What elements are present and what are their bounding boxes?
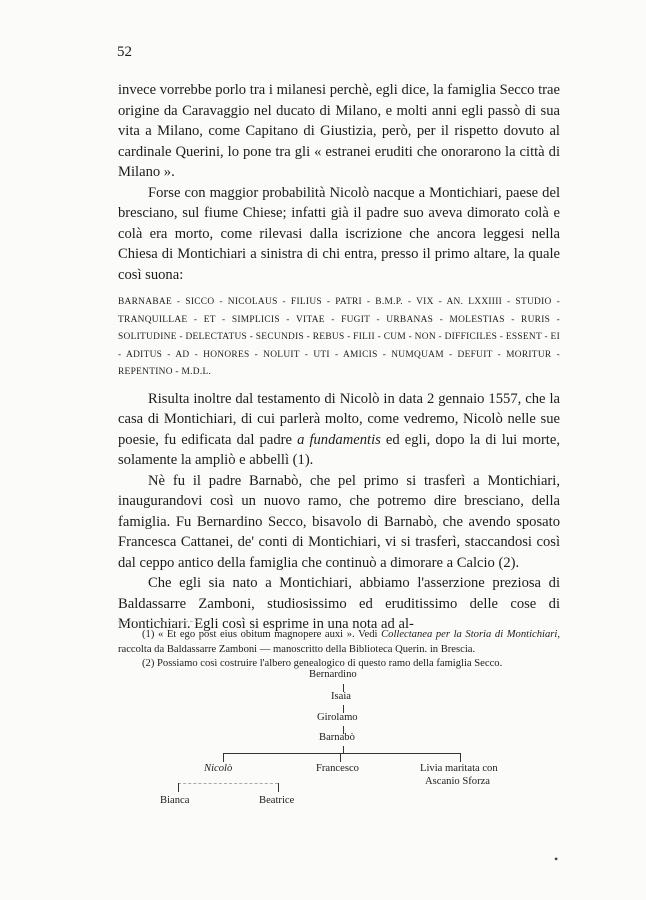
tree-connector (278, 783, 279, 792)
italic-title: Collectanea per la Storia di Montichiari (381, 629, 558, 640)
text-run: (1) « Et ego post eius obitum magnopere auxi ». Vedi (142, 629, 382, 640)
tree-node-livia: Livia maritata con (420, 763, 498, 774)
tree-node-beatrice: Beatrice (259, 795, 295, 806)
tree-node-isaia: Isaia (331, 691, 351, 702)
footnote-2: (2) Possiamo così costruire l'albero genealogico di questo ramo della famiglia Secco. (142, 658, 503, 669)
tree-connector (178, 783, 179, 792)
paragraph: Forse con maggior probabilità Nicolò nacque a Montichiari, paese del bresciano, sul fiume Chiese; infatti già il padre suo aveva dimorato colà e colà era morto, come rilevasi dalla iscrizione che ancora leggesi nella Chiesa di Montichiari a sinistra di chi entra, presso il primo altare, la quale così suona: (118, 184, 560, 283)
tree-node-barnabo: Barnabò (319, 732, 355, 743)
text-run: Risulta inoltre dal testamento di Nicolò in data 2 gennaio 1557, che la casa di Montichiari, di cui parlerà molto, come vedremo, Nicolò nelle sue poesie, fu edificata dal padre (118, 390, 560, 448)
paragraph: invece vorrebbe porlo tra i milanesi perchè, egli dice, la famiglia Secco trae origine da Caravaggio nel ducato di Milano, e molti anni egli passò di sua vita a Milano, come Capitano di Giustizia, però, per il rispetto dovuto al cardinale Querini, lo pone tra gli « estranei eruditi che onorarono la città di Milano ». (118, 82, 560, 180)
tree-connector (460, 753, 461, 762)
tree-node-francesco: Francesco (316, 763, 359, 774)
tree-node-bernardino: Bernardino (309, 669, 357, 680)
tree-node-nicolo: Nicolò (204, 763, 233, 774)
tree-node-livia-spouse: Ascanio Sforza (425, 776, 491, 787)
bullet-mark: • (554, 852, 559, 866)
tree-node-girolamo: Girolamo (317, 712, 358, 723)
tree-node-bianca: Bianca (160, 795, 190, 806)
text-run: ed egli, dopo la di lui morte, solamente la ampliò e abbellì (1). (118, 431, 560, 468)
italic-phrase: a fundamentis (297, 431, 381, 448)
page-number: 52 (117, 44, 132, 60)
tree-connector (223, 753, 224, 762)
tree-connector (343, 746, 344, 753)
tree-connector (340, 753, 341, 762)
tree-children-line (178, 783, 278, 784)
text-run: , raccolta da Baldassarre Zamboni — manoscritto della Biblioteca Querin. in Brescia. (118, 629, 560, 655)
paragraph: Nè fu il padre Barnabò, che pel primo si trasferì a Montichiari, inaugurandovi così un nuovo ramo, che potremo dire bresciano, della famiglia. Fu Bernardino Secco, bisavolo di Barnabò, che avendo sposato Francesca Cattanei, de' conti di Montichiari, vi si trasferì, staccandosi così dal ceppo antico della famiglia che continuò a dimorare a Calcio (2). (118, 472, 560, 571)
inscription: BARNABAE - SICCO - NICOLAUS - FILIUS - PATRI - B.M.P. - VIX - AN. LXXIIII - STUDIO - TRANQUILLAE - ET - SIMPLICIS - VITAE - FUGIT - URBANAS - MOLESTIAS - RURIS - SOLITUDINE - DELECTATUS - SECUNDIS - REBUS - FILII - CUM - NON - DIFFICILES - ESSENT - EI - ADITUS - AD - HONORES - NOLUIT - UTI - AMICIS - NUMQUAM - DEFUIT - MORITUR - REPENTINO - M.D.L. (118, 297, 560, 377)
tree-sibling-line (223, 753, 460, 754)
paragraph: Che egli sia nato a Montichiari, abbiamo l'asserzione preziosa di Baldassarre Zamboni, studiosissimo ed eruditissimo delle cose di Montichiari. Egli così si esprime in una nota ad al- (118, 575, 560, 632)
